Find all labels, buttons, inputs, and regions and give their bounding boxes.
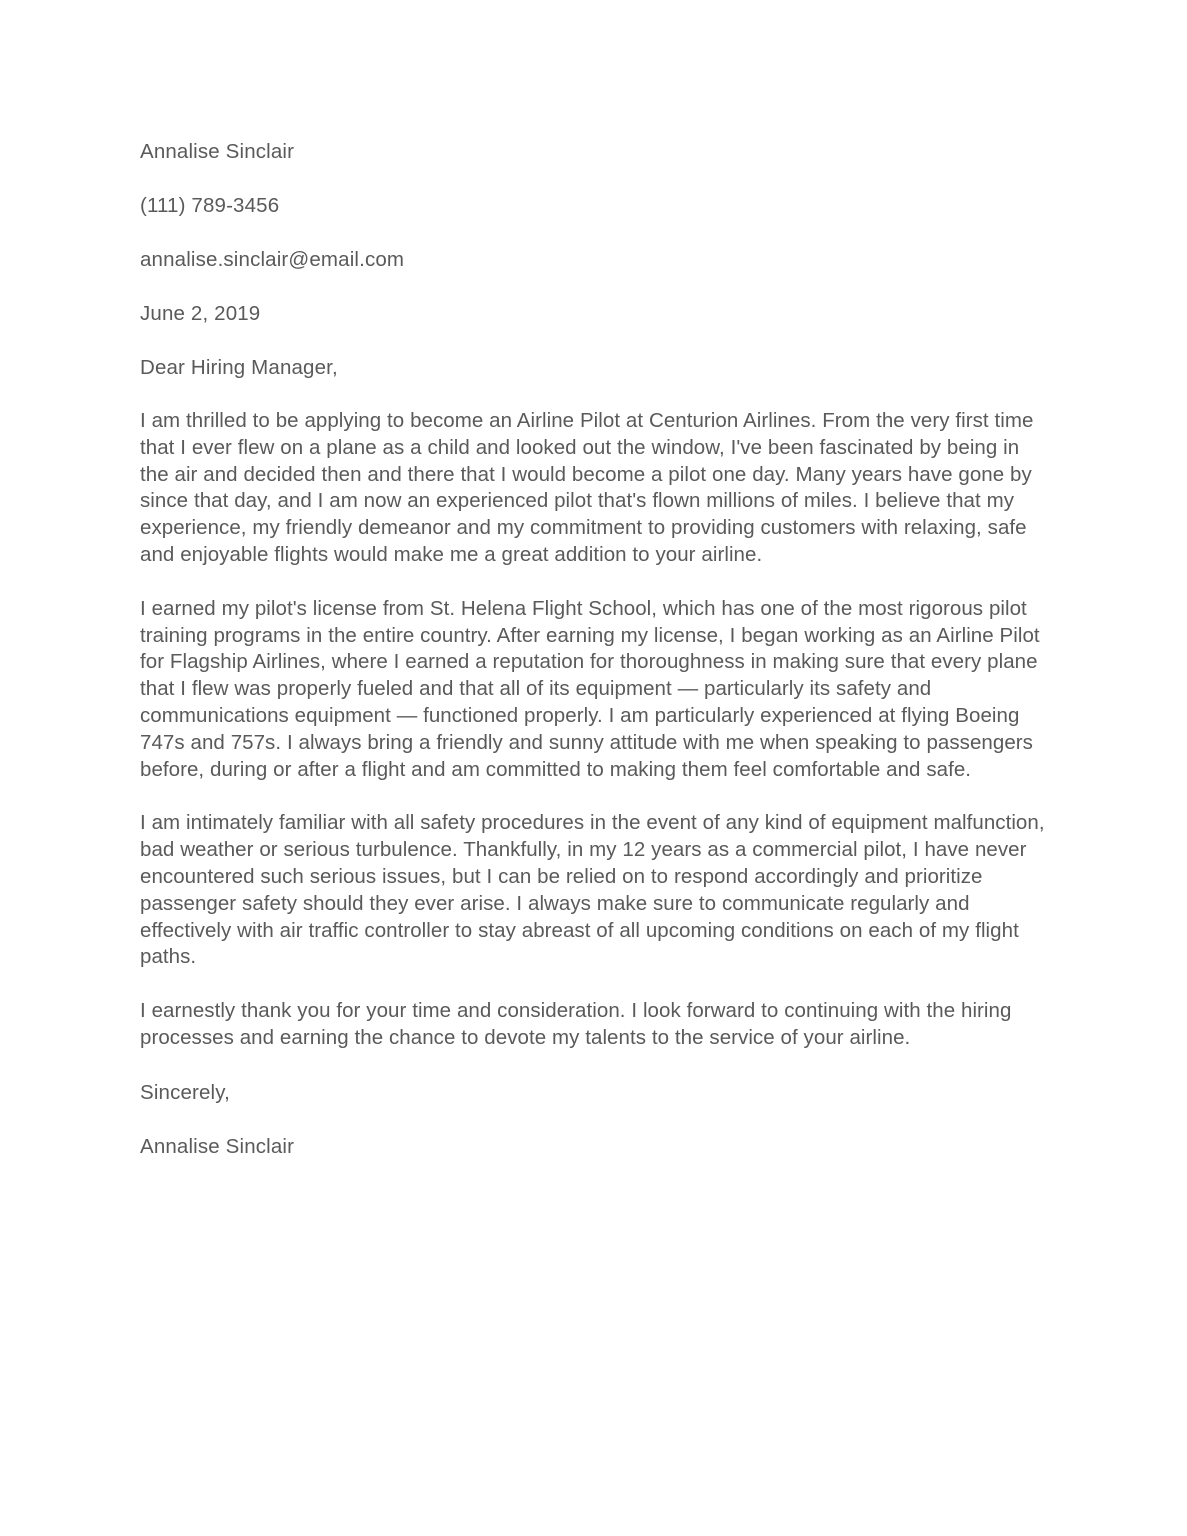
body-paragraph-1: I am thrilled to be applying to become an Airline Pilot at Centurion Airlines. From the very first time that I ever flew on a plane as a child and looked out the window, I've been fascinated by being in the air and decided then and there that I would become a pilot one day. Many years have gone by since that day, and I am now an experienced pilot that's flown millions of miles. I believe that my experience, my friendly demeanor and my commitment to providing customers with relaxing, safe and enjoyable flights would make me a great addition to your airline. bbox=[140, 409, 1034, 566]
body-paragraph-3: I am intimately familiar with all safety procedures in the event of any kind of equipment malfunction, bad weather or serious turbulence. Thankfully, in my 12 years as a commercial pilot, I have never encountered such serious issues, but I can be relied on to respond accordingly and prioritize passenger safety should they ever arise. I always make sure to communicate regularly and effectively with air traffic controller to stay abreast of all upcoming conditions on each of my flight paths. bbox=[140, 811, 1045, 969]
salutation: Dear Hiring Manager, bbox=[140, 356, 338, 379]
closing-salutation: Sincerely, bbox=[140, 1080, 230, 1104]
body-paragraph-2: I earned my pilot's license from St. Helena Flight School, which has one of the most rigorous pilot training programs in the entire country. After earning my license, I began working as an Airline Pilot for Flagship Airlines, where I earned a reputation for thoroughness in making sure that every plane that I flew was properly fueled and that all of its equipment — particularly its safety and communications equipment — functioned properly. I am particularly experienced at flying Boeing 747s and 757s. I always bring a friendly and sunny attitude with me when speaking to passengers before, during or after a flight and am committed to making them feel comfortable and safe. bbox=[140, 596, 1040, 781]
letter-date: June 2, 2019 bbox=[140, 302, 261, 325]
sender-email: annalise.sinclair@email.com bbox=[140, 248, 405, 271]
signature-name: Annalise Sinclair bbox=[140, 1134, 295, 1158]
sender-name: Annalise Sinclair bbox=[140, 140, 295, 163]
body-paragraph-4: I earnestly thank you for your time and consideration. I look forward to continuing with the hiring processes and earning the chance to devote my talents to the service of your airline. bbox=[140, 999, 1012, 1049]
sender-phone: (111) 789-3456 bbox=[140, 194, 280, 217]
cover-letter-body bbox=[140, 138, 1048, 1160]
